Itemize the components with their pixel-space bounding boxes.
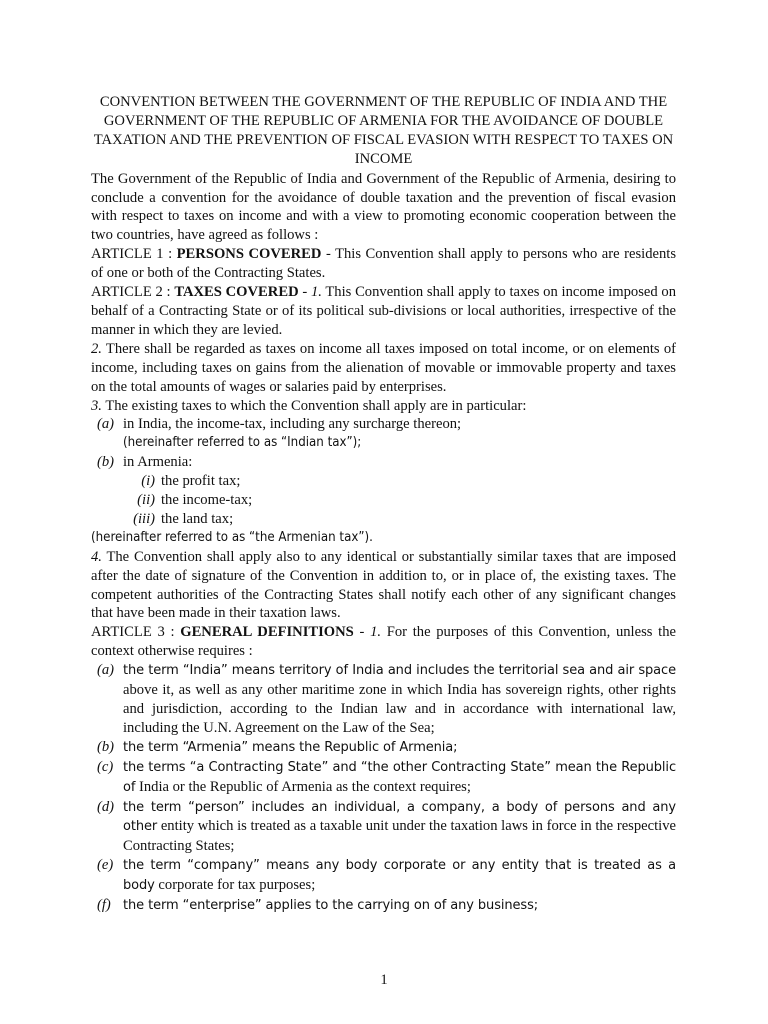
article-3-prefix: ARTICLE 3 : xyxy=(91,624,181,641)
definition-label: (e) xyxy=(97,857,114,874)
document-page xyxy=(91,93,676,916)
article-2-num-2: 2. xyxy=(91,340,102,357)
definition-c xyxy=(91,758,676,798)
article-2-subitem xyxy=(91,510,676,529)
subitem-label: (i) xyxy=(141,473,155,490)
article-2-para-4 xyxy=(91,548,676,624)
definition-label: (d) xyxy=(97,798,115,815)
subitem-label: (iii) xyxy=(133,510,155,527)
article-1 xyxy=(91,245,676,283)
article-3-sep: - xyxy=(353,624,371,641)
definition-a xyxy=(91,661,676,738)
article-1-heading: PERSONS COVERED xyxy=(176,246,322,263)
definition-label: (b) xyxy=(97,738,115,755)
preamble: The Government of the Republic of India and Government of the Republic of Armenia, desiring to conclude a convention for the avoidance of double taxation and the prevention of fiscal evasion with respect to taxes on income and with a view to promoting economic cooperation between the two countries, have agreed as follows : xyxy=(91,170,676,244)
article-2-heading: TAXES COVERED xyxy=(174,284,299,301)
article-1-text: - This Convention shall apply to persons who are residents of one or both of the Contracting States. xyxy=(91,246,677,282)
article-2-item-b-note: (hereinafter referred to as “the Armenian tax”). xyxy=(91,529,373,545)
article-2-num-1: 1. xyxy=(310,284,322,301)
subitem-label: (ii) xyxy=(137,492,155,509)
item-label: (a) xyxy=(97,416,115,433)
page-number: 1 xyxy=(380,972,388,988)
item-text: in Armenia: xyxy=(123,454,193,471)
article-2-subitem xyxy=(91,472,676,491)
item-text: in India, the income-tax, including any surcharge thereon; xyxy=(123,416,462,433)
definition-text xyxy=(123,661,676,738)
article-2-num-4: 4. xyxy=(91,548,102,565)
document-title: CONVENTION BETWEEN THE GOVERNMENT OF THE REPUBLIC OF INDIA AND THE GOVERNMENT OF THE REPUBLIC OF ARMENIA FOR THE AVOIDANCE OF DOUBLE TAXATION AND THE PREVENTION OF FISCAL EVASION WITH RESPECT TO TAXES ON INCOME xyxy=(93,94,674,167)
article-3-heading: GENERAL DEFINITIONS xyxy=(180,624,354,641)
definition-lead: the term “person” includes an individual, a company, a body of persons and any other xyxy=(123,799,676,835)
article-2-item-b xyxy=(91,453,676,472)
definition-lead: the terms “a Contracting State” and “the other Contracting State” mean the Republic of xyxy=(123,759,676,795)
definition-d xyxy=(91,798,676,857)
definition-lead: the term “enterprise” applies to the carrying on of any business; xyxy=(123,898,539,914)
article-3-num-1: 1. xyxy=(370,624,382,641)
definition-text xyxy=(123,738,676,758)
article-2-item-a-note: (hereinafter referred to as “Indian tax”); xyxy=(123,435,362,451)
definition-e xyxy=(91,856,676,896)
article-2-para-1 xyxy=(91,283,676,340)
definition-label: (f) xyxy=(97,897,111,914)
definition-text xyxy=(123,856,676,896)
definition-rest: entity which is treated as a taxable unit under the taxation laws in force in the respective Contracting States; xyxy=(123,818,676,855)
article-2-item-a xyxy=(91,415,676,434)
article-3-text-1: For the purposes of this Convention, unless the context otherwise requires : xyxy=(91,624,676,660)
article-2-para-3 xyxy=(91,397,676,416)
definition-rest: corporate for tax purposes; xyxy=(158,877,316,894)
article-3-para-1 xyxy=(91,623,676,661)
definition-label: (c) xyxy=(97,758,114,775)
article-2-text-1: This Convention shall apply to taxes on income imposed on behalf of a Contracting State or of its political sub-divisions or local authorities, irrespective of the manner in which they are levied. xyxy=(91,284,676,338)
definition-b xyxy=(91,738,676,758)
definition-text xyxy=(123,798,676,857)
definition-text xyxy=(123,896,676,916)
subitem-text: the profit tax; xyxy=(161,473,241,490)
definition-lead: the term “Armenia” means the Republic of Armenia; xyxy=(123,739,458,755)
definition-rest: India or the Republic of Armenia as the context requires; xyxy=(139,778,471,795)
definition-lead: the term “company” means any body corporate or any entity that is treated as a body xyxy=(123,858,676,894)
article-2-para-2 xyxy=(91,340,676,397)
article-2-text-2: There shall be regarded as taxes on income all taxes imposed on total income, or on elements of income, including taxes on gains from the alienation of movable or immovable property and taxes on the total amounts of wages or salaries paid by enterprises. xyxy=(91,340,676,395)
subitem-text: the land tax; xyxy=(161,510,234,527)
article-1-prefix: ARTICLE 1 : xyxy=(91,246,177,263)
article-2-sep: - xyxy=(298,284,311,301)
item-label: (b) xyxy=(97,454,115,471)
article-2-text-4: The Convention shall apply also to any identical or substantially similar taxes that are imposed after the date of signature of the Convention in addition to, or in place of, the existing taxes. The competent authorities of the Contracting States shall notify each other of any significant changes that have been made in their taxation laws. xyxy=(91,548,676,622)
article-2-text-3: The existing taxes to which the Convention shall apply are in particular: xyxy=(101,397,527,414)
definition-text xyxy=(123,758,676,798)
definition-rest: above it, as well as any other maritime zone in which India has sovereign rights, other rights and jurisdiction, according to the Indian law and in accordance with international law, including the U.N. Agreement on the Law of the Sea; xyxy=(123,682,676,736)
subitem-text: the income-tax; xyxy=(161,492,253,509)
article-2-num-3: 3. xyxy=(91,397,102,414)
article-2-prefix: ARTICLE 2 : xyxy=(91,284,175,301)
article-2-subitem xyxy=(91,491,676,510)
definition-f xyxy=(91,896,676,916)
definition-lead: the term “India” means territory of India and includes the territorial sea and air space xyxy=(123,663,676,679)
definition-label: (a) xyxy=(97,662,115,679)
